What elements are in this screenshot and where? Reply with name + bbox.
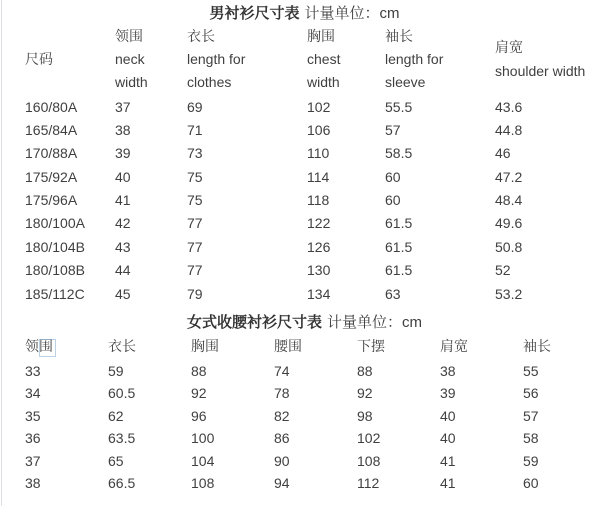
table-cell: 41 [440,452,456,469]
table-cell: 53.2 [495,285,523,302]
table-cell: 100 [191,430,215,447]
table-cell: 130 [307,262,331,279]
table-cell: 175/96A [25,192,78,209]
header-cell: 衣长 [108,338,136,354]
table-cell: 94 [274,475,290,492]
table-cell: 43 [115,238,131,255]
women-table-title-text: 女式收腰衬衫尺寸表 [186,314,322,331]
table-cell: 58.5 [385,145,413,162]
table-row [25,96,605,119]
table-row [25,338,607,355]
table-cell: 40 [440,407,456,424]
table-row [25,283,605,306]
header-cell-size [25,25,115,95]
table-cell: 102 [357,430,381,447]
table-cell: 37 [115,98,131,115]
table-row [25,382,607,405]
women-table-unit-label: 计量单位：cm [327,314,422,331]
table-row [25,189,605,212]
table-cell: 40 [440,430,456,447]
table-cell: 63 [385,285,401,302]
table-cell: 59 [523,452,539,469]
header-cell: 下摆 [357,338,385,354]
table-cell: 39 [115,145,131,162]
table-cell: 44 [115,262,131,279]
table-row [25,427,607,450]
men-table-title-text: 男衬衫尺寸表 [209,5,300,22]
header-cell: 胸围 [191,338,219,354]
table-cell: 98 [357,407,373,424]
women-table-rows [25,360,607,496]
table-cell: 180/108B [25,262,85,279]
table-cell: 62 [108,407,124,424]
table-cell: 77 [187,262,203,279]
table-cell: 102 [307,98,331,115]
table-cell: 38 [115,121,131,138]
table-cell: 88 [191,362,207,379]
table-cell: 57 [385,121,401,138]
table-cell: 57 [523,407,539,424]
table-cell: 60 [523,475,539,492]
table-cell: 40 [115,168,131,185]
table-cell: 75 [187,192,203,209]
table-row [25,472,607,495]
header-cell: 领围 [25,338,53,354]
table-cell: 65 [108,452,124,469]
header-cell-chest-width [307,25,385,95]
table-cell: 46 [495,145,511,162]
table-cell: 165/84A [25,121,78,138]
header-cell-shoulder-width [495,25,605,95]
header-line: chest [307,50,341,67]
table-cell: 92 [191,385,207,402]
header-line: width [115,74,148,91]
table-cell: 77 [187,238,203,255]
table-cell: 90 [274,452,290,469]
table-cell: 61.5 [385,215,413,232]
header-cell: 肩宽 [440,338,468,354]
table-cell: 55 [523,362,539,379]
table-cell: 42 [115,215,131,232]
table-cell: 69 [187,98,203,115]
table-cell: 60.5 [108,385,136,402]
men-table-rows [25,96,605,307]
table-cell: 88 [357,362,373,379]
table-cell: 55.5 [385,98,413,115]
table-cell: 39 [440,385,456,402]
table-cell: 60 [385,192,401,209]
header-line: neck [115,50,145,67]
table-cell: 92 [357,385,373,402]
header-line: 尺码 [25,50,53,67]
men-table-header [25,25,605,95]
header-line: length for [187,50,246,67]
table-cell: 114 [307,168,330,185]
table-cell: 58 [523,430,539,447]
table-cell: 106 [307,121,331,138]
table-cell: 75 [187,168,203,185]
table-cell: 38 [25,475,41,492]
table-cell: 82 [274,407,290,424]
header-line: 衣长 [187,27,215,44]
table-cell: 41 [440,475,456,492]
left-edge-line [1,0,2,506]
header-cell: 腰围 [274,338,302,354]
table-cell: 34 [25,385,41,402]
header-line: sleeve [385,74,426,91]
table-cell: 38 [440,362,456,379]
table-cell: 108 [357,452,381,469]
table-cell: 43.6 [495,98,523,115]
header-line: 袖长 [385,27,413,44]
table-cell: 47.2 [495,168,523,185]
table-cell: 160/80A [25,98,78,115]
table-cell: 185/112C [25,285,85,302]
table-row [25,450,607,473]
table-cell: 49.6 [495,215,523,232]
table-cell: 108 [191,475,215,492]
table-cell: 41 [115,192,131,209]
table-cell: 52 [495,262,511,279]
table-cell: 60 [385,168,401,185]
header-cell-clothes-length [187,25,307,95]
women-table-title [0,314,609,332]
header-cell: 袖长 [523,338,551,354]
table-cell: 170/88A [25,145,78,162]
table-cell: 118 [307,192,330,209]
table-cell: 180/100A [25,215,85,232]
header-line: 肩宽 [495,39,523,56]
header-line: clothes [187,74,232,91]
table-row [25,405,607,428]
table-cell: 96 [191,407,207,424]
table-cell: 104 [191,452,215,469]
women-table-header [25,338,607,355]
header-line: 领围 [115,27,143,44]
table-cell: 33 [25,362,41,379]
table-cell: 71 [187,121,203,138]
header-line: width [307,74,340,91]
table-cell: 36 [25,430,41,447]
table-row [25,236,605,259]
table-cell: 180/104B [25,238,85,255]
table-cell: 37 [25,452,41,469]
table-cell: 45 [115,285,131,302]
table-cell: 61.5 [385,262,413,279]
table-row [25,212,605,235]
header-line: shoulder width [495,62,586,79]
header-cell-sleeve-length [385,25,495,95]
table-cell: 86 [274,430,290,447]
table-cell: 44.8 [495,121,523,138]
table-cell: 59 [108,362,124,379]
table-row [25,259,605,282]
table-row [25,119,605,142]
table-cell: 122 [307,215,331,232]
table-cell: 61.5 [385,238,413,255]
table-cell: 56 [523,385,539,402]
header-cell-neck-width [115,25,187,95]
table-row [25,360,607,383]
men-table-title [0,5,609,23]
table-cell: 66.5 [108,475,136,492]
table-cell: 50.8 [495,238,523,255]
table-cell: 175/92A [25,168,78,185]
table-row [25,166,605,189]
table-cell: 78 [274,385,290,402]
table-cell: 63.5 [108,430,136,447]
text-cursor-box [39,339,57,357]
table-cell: 79 [187,285,203,302]
header-line: 胸围 [307,27,335,44]
table-row [25,142,605,165]
table-cell: 73 [187,145,203,162]
table-cell: 35 [25,407,41,424]
table-cell: 48.4 [495,192,523,209]
table-cell: 126 [307,238,331,255]
table-cell: 77 [187,215,203,232]
table-cell: 134 [307,285,331,302]
table-cell: 110 [307,145,330,162]
header-line: length for [385,50,444,67]
table-cell: 112 [357,475,380,492]
table-cell: 74 [274,362,290,379]
men-table-unit-label: 计量单位：cm [304,5,400,22]
